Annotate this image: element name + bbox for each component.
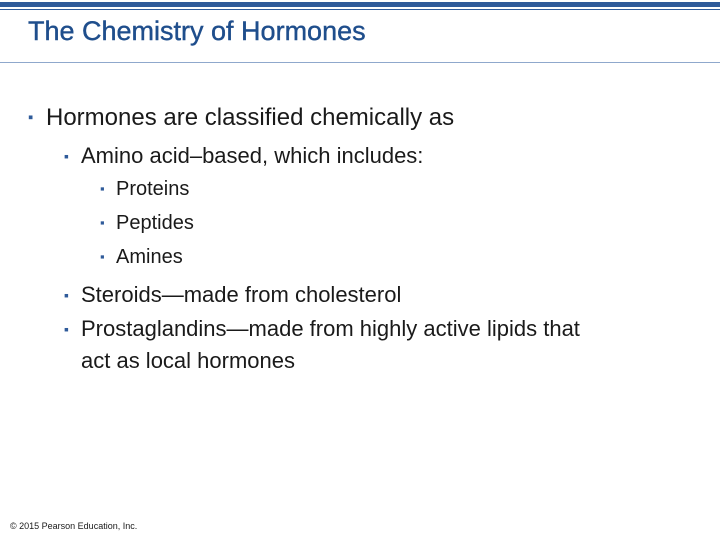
slide-title: The Chemistry of Hormones: [28, 16, 366, 46]
bullet-text: Proteins: [116, 178, 190, 200]
bullet-hormones-classified: [28, 104, 454, 132]
square-bullet-icon: ▪: [100, 215, 105, 230]
bullet-amino-acid: [64, 143, 423, 169]
bullet-text: Peptides: [116, 212, 194, 234]
bullet-proteins: [100, 178, 189, 201]
bullet-peptides: [100, 212, 194, 235]
square-bullet-icon: ▪: [64, 287, 69, 303]
bullet-prostaglandins: [64, 316, 580, 342]
bullet-steroids: [64, 282, 401, 308]
square-bullet-icon: ▪: [28, 109, 34, 126]
header-bar: [0, 2, 720, 7]
bullet-amines: [100, 246, 183, 269]
bullet-text: Amines: [116, 246, 183, 268]
bullet-text: Hormones are classified chemically as: [46, 104, 455, 131]
bullet-text: Amino acid–based, which includes:: [81, 143, 424, 168]
square-bullet-icon: ▪: [100, 181, 105, 196]
square-bullet-icon: ▪: [100, 249, 105, 264]
copyright-footer: © 2015 Pearson Education, Inc.: [10, 521, 138, 531]
title-divider: [0, 62, 720, 63]
bullet-text: Steroids—made from cholesterol: [81, 282, 402, 307]
square-bullet-icon: ▪: [64, 148, 69, 164]
bullet-text: Prostaglandins—made from highly active lipids that: [81, 316, 580, 341]
square-bullet-icon: ▪: [64, 321, 69, 337]
bullet-prostaglandins-continued: act as local hormones: [81, 348, 295, 373]
header-bar-thin: [0, 9, 720, 10]
